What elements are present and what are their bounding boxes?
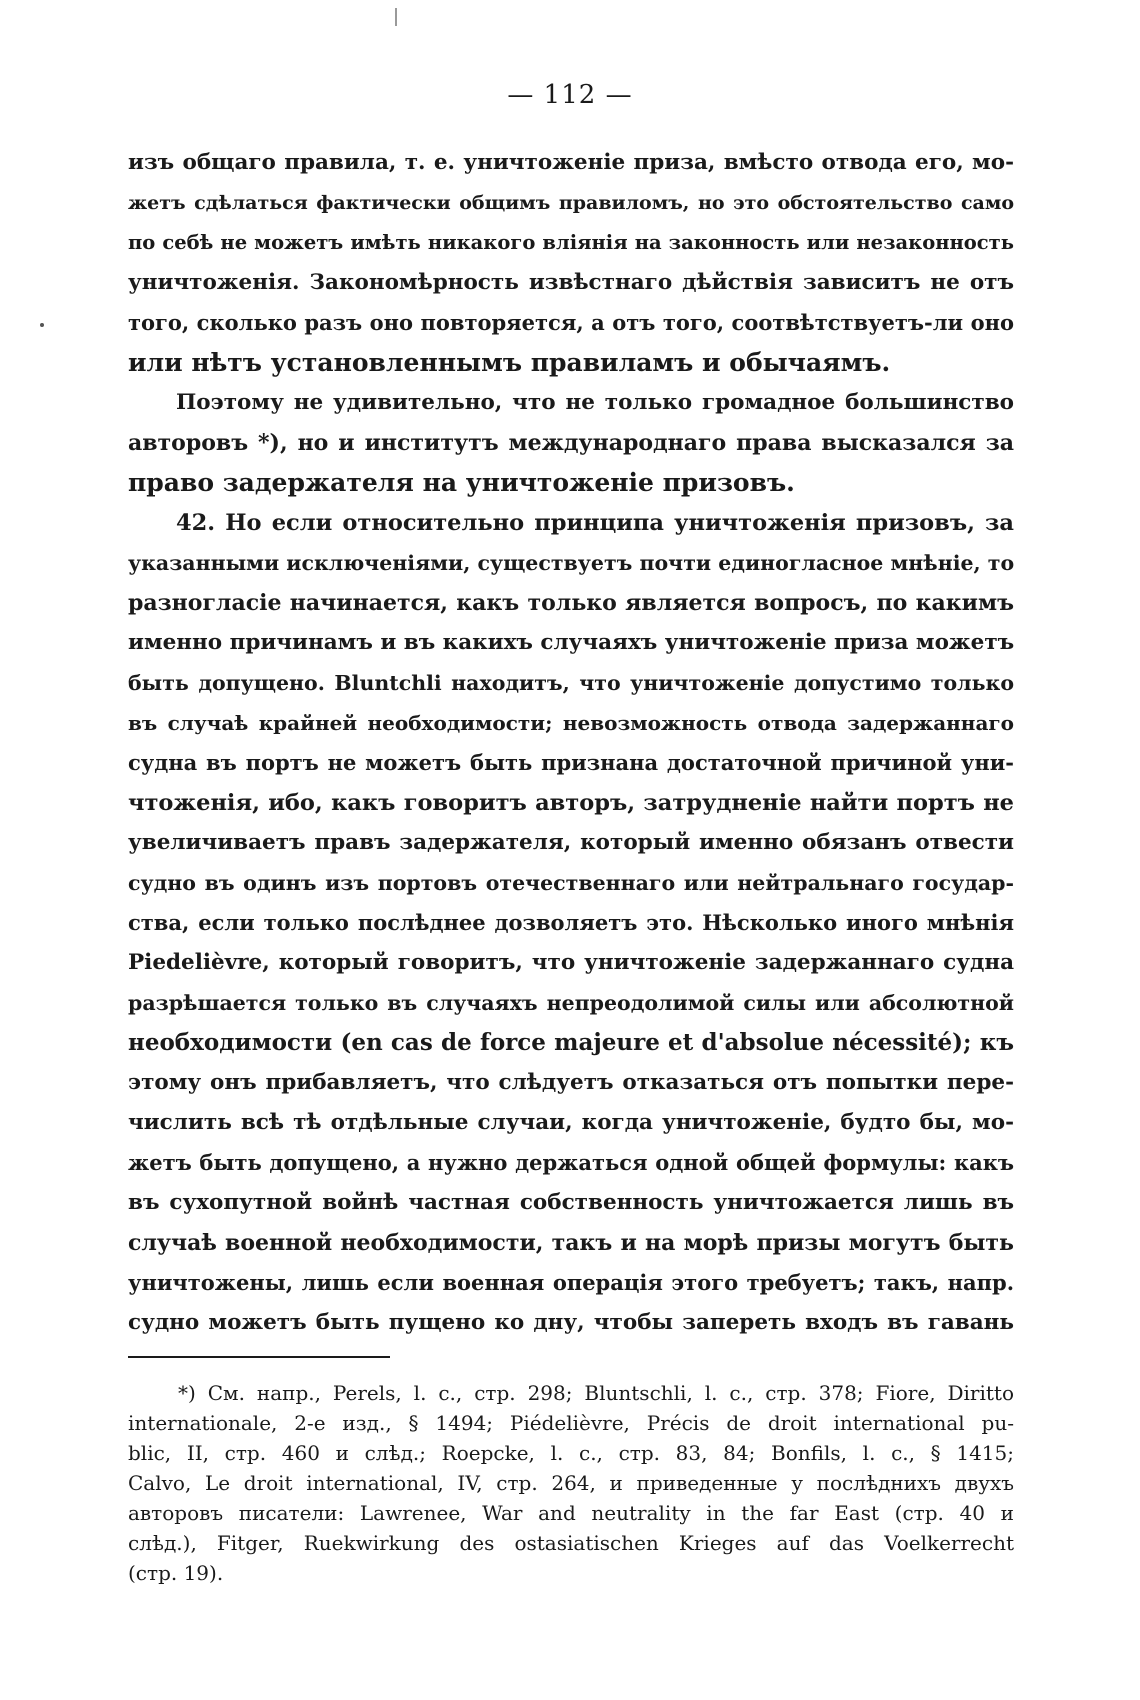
footnote-divider — [128, 1356, 390, 1358]
text-line: судна въ портъ не можетъ быть признана достаточной причиной уни- — [128, 750, 1014, 775]
text-line: судно въ одинъ изъ портовъ отечественнаго или нейтральнаго государ- — [128, 871, 1014, 895]
text-line: Piedelièvre, который говоритъ, что уничтоженіе задержаннаго судна — [128, 950, 1014, 975]
text-line: или нѣтъ установленнымъ правиламъ и обычаямъ. — [128, 348, 891, 377]
scan-artifact-dot — [40, 323, 44, 327]
text-line: въ сухопутной войнѣ частная собственность уничтожается лишь въ — [128, 1190, 1014, 1215]
text-line: право задержателя на уничтоженіе призовъ. — [128, 468, 795, 497]
text-line: числить всѣ тѣ отдѣльные случаи, когда уничтоженіе, будто бы, мо- — [128, 1110, 1014, 1135]
text-line: чтоженія, ибо, какъ говоритъ авторъ, затрудненіе найти портъ не — [128, 790, 1014, 816]
footnote-line: internationale, 2-е изд., § 1494; Piédelièvre, Précis de droit international pu- — [128, 1411, 1014, 1435]
text-line: въ случаѣ крайней необходимости; невозможность отвода задержаннаго — [128, 711, 1014, 735]
text-line: разногласіе начинается, какъ только является вопросъ, по какимъ — [128, 590, 1014, 616]
text-line: Поэтому не удивительно, что не только громадное большинство — [176, 390, 1014, 415]
text-line: указанными исключеніями, существуетъ почти единогласное мнѣніе, то — [128, 551, 1014, 575]
text-line: уничтоженія. Закономѣрность извѣстнаго дѣйствія зависитъ не отъ — [128, 270, 1014, 295]
text-line: случаѣ военной необходимости, такъ и на морѣ призы могутъ быть — [128, 1230, 1014, 1256]
footnote-line: авторовъ писатели: Lawrenee, War and neutrality in the far East (стр. 40 и — [128, 1501, 1014, 1525]
text-line: уничтожены, лишь если военная операція этого требуетъ; такъ, напр. — [128, 1270, 1014, 1295]
text-line: разрѣшается только въ случаяхъ непреодолимой силы или абсолютной — [128, 991, 1014, 1015]
page-number: — 112 — — [507, 80, 633, 110]
text-line: именно причинамъ и въ какихъ случаяхъ уничтоженіе приза можетъ — [128, 630, 1014, 655]
text-line: этому онъ прибавляетъ, что слѣдуетъ отказаться отъ попытки пере- — [128, 1070, 1014, 1095]
footnote — [128, 1378, 1014, 1588]
scan-artifact-mark — [395, 8, 397, 26]
section-42-start: 42. Но если относительно принципа уничтоженія призовъ, за — [176, 510, 1014, 536]
text-line: по себѣ не можетъ имѣть никакого вліянія на законность или незаконность — [128, 231, 1014, 254]
text-line: увеличиваетъ правъ задержателя, который именно обязанъ отвести — [128, 830, 1014, 855]
text-line: ства, если только послѣднее дозволяетъ это. Нѣсколько иного мнѣнія — [128, 910, 1014, 935]
text-line: жетъ быть допущено, а нужно держаться одной общей формулы: какъ — [128, 1150, 1014, 1175]
footnote-line: *) См. напр., Perels, l. c., стр. 298; Bluntschli, l. c., стр. 378; Fiore, Diritto — [178, 1381, 1014, 1405]
footnote-line: Calvo, Le droit international, IV, стр. 264, и приведенные у послѣднихъ двухъ — [128, 1471, 1014, 1495]
text-line: судно можетъ быть пущено ко дну, чтобы запереть входъ въ гавань — [128, 1310, 1014, 1335]
text-line: быть допущено. Bluntchli находитъ, что уничтоженіе допустимо только — [128, 671, 1014, 695]
text-line: необходимости (en cas de force majeure et d'absolue nécessité); къ — [128, 1029, 1014, 1056]
footnote-line: слѣд.), Fitger, Ruekwirkung des ostasiatischen Krieges auf das Voelkerrecht — [128, 1531, 1014, 1555]
text-line: авторовъ *), но и институтъ международнаго права высказался за — [128, 430, 1014, 456]
main-text — [128, 143, 1014, 1343]
footnote-line: blic, II, стр. 460 и слѣд.; Roepcke, l. c., стр. 83, 84; Bonfils, l. c., § 1415; — [128, 1441, 1014, 1465]
text-line: изъ общаго правила, т. е. уничтоженіе приза, вмѣсто отвода его, мо- — [128, 150, 1014, 175]
text-line: того, сколько разъ оно повторяется, а отъ того, соотвѣтствуетъ-ли оно — [128, 310, 1014, 335]
footnote-line: (стр. 19). — [128, 1561, 224, 1585]
text-line: жетъ сдѣлаться фактически общимъ правиломъ, но это обстоятельство само — [128, 192, 1014, 214]
